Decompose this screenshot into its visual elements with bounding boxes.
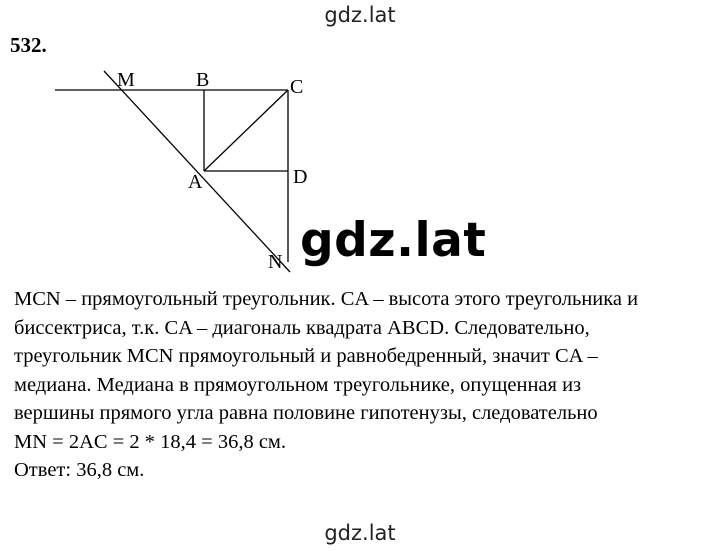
watermark-top: gdz.lat: [324, 3, 396, 27]
point-label-m: M: [117, 69, 135, 91]
solution-line: вершины прямого угла равна половине гипотенузы, следовательно: [14, 402, 598, 424]
answer-line: Ответ: 36,8 см.: [14, 459, 145, 481]
solution-line: треугольник MCN прямоугольный и равнобедренный, значит CA –: [14, 345, 598, 367]
segment-ca: [204, 90, 288, 171]
point-label-d: D: [293, 166, 308, 188]
watermark-middle: gdz.lat: [300, 213, 487, 268]
point-label-b: B: [196, 69, 210, 91]
solution-line: медиана. Медиана в прямоугольном треугольнике, опущенная из: [14, 373, 582, 396]
watermark-bottom: gdz.lat: [324, 521, 396, 545]
solution-text: [14, 285, 714, 485]
point-label-a: A: [188, 171, 203, 193]
solution-line: биссектриса, т.к. CA – диагональ квадрата ABCD. Следовательно,: [14, 316, 590, 339]
solution-line: MCN – прямоугольный треугольник. CA – высота этого треугольника и: [14, 288, 639, 310]
problem-number: 532.: [10, 33, 47, 57]
point-label-c: C: [290, 76, 304, 98]
solution-line: MN = 2AC = 2 * 18,4 = 36,8 см.: [14, 430, 287, 453]
point-label-n: N: [268, 251, 283, 273]
